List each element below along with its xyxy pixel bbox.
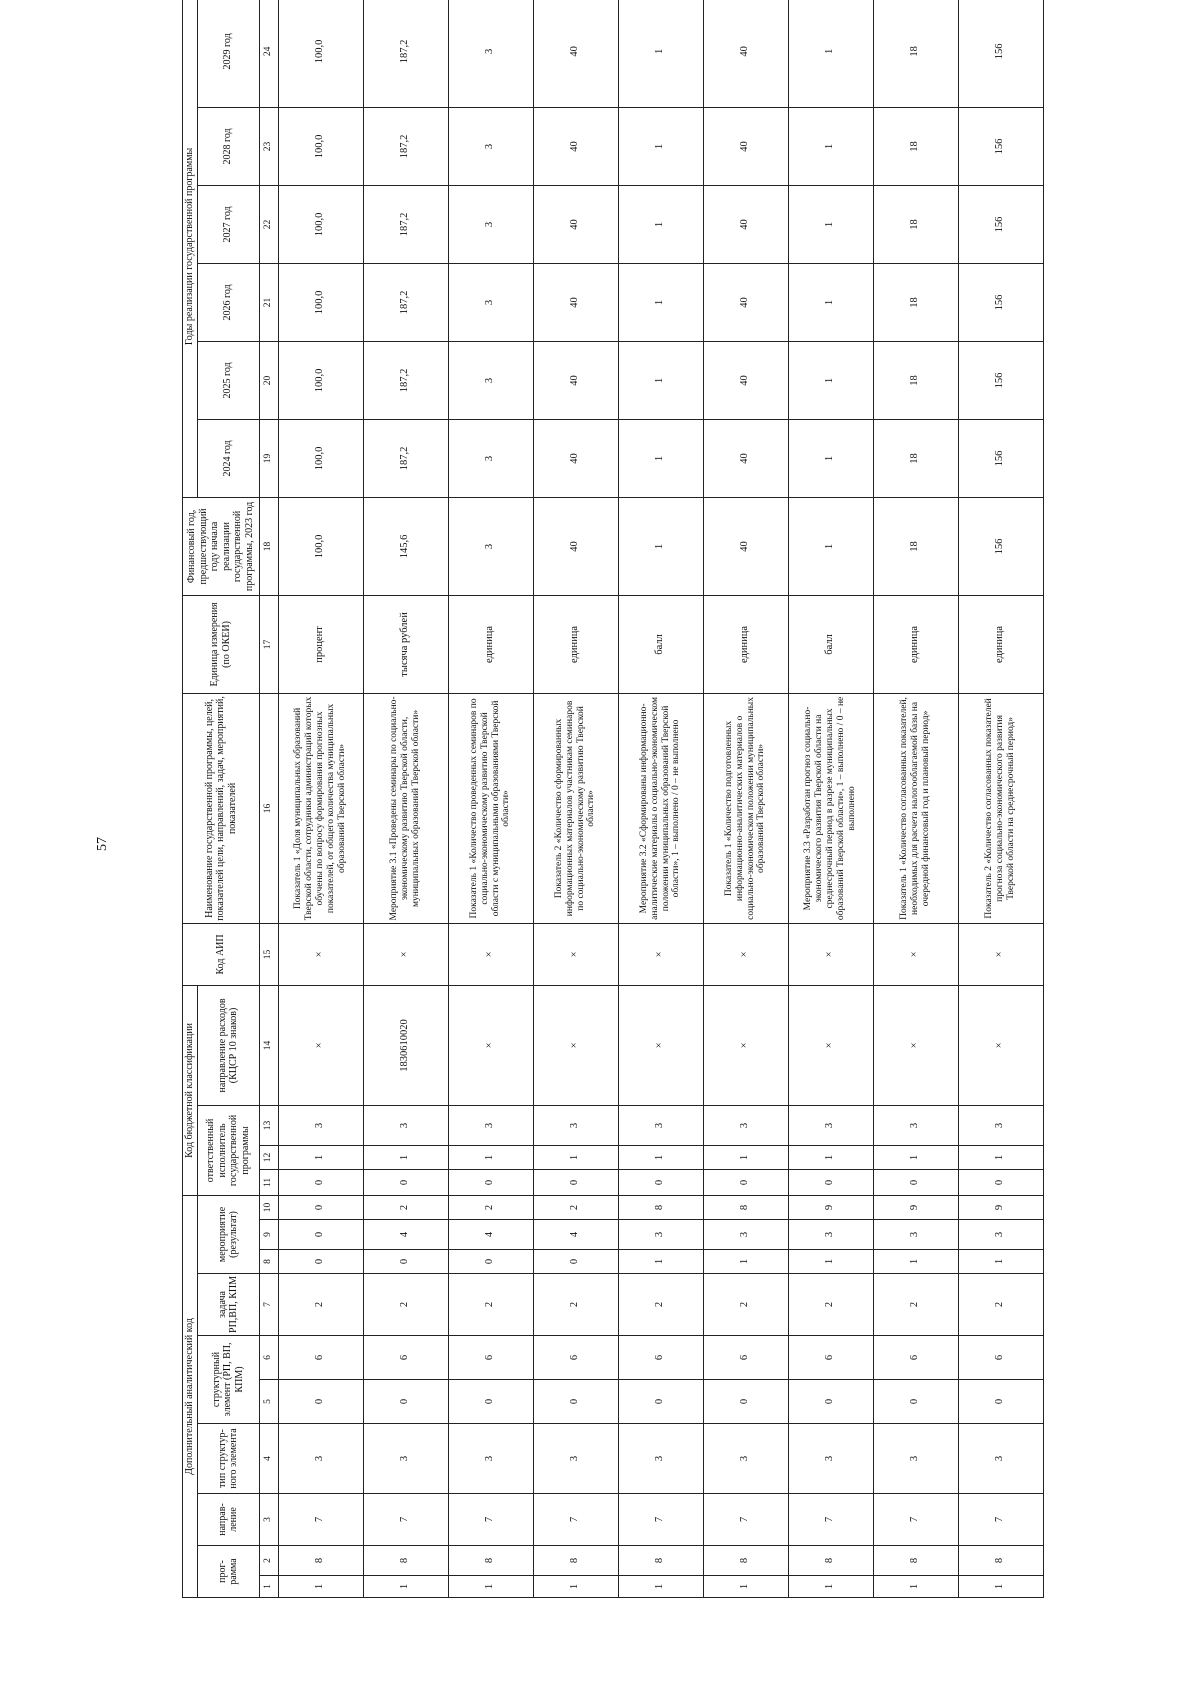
code-cell: 6 (618, 1336, 703, 1380)
code-cell: 3 (703, 1424, 788, 1494)
year-value-cell: 1 (788, 107, 873, 185)
code-cell: 3 (448, 1424, 533, 1494)
column-number: 19 (259, 419, 278, 497)
code-cell: 3 (533, 1424, 618, 1494)
year-value-cell: 187,2 (363, 0, 448, 107)
unit-cell: единица (873, 595, 958, 693)
table-row (873, 0, 958, 1598)
kcsr-cell: × (278, 985, 363, 1105)
kcsr-cell: × (958, 985, 1043, 1105)
code-cell: 3 (958, 1424, 1043, 1494)
kcsr-cell: × (873, 985, 958, 1105)
kcsr-cell: × (533, 985, 618, 1105)
code-cell: 1 (703, 1145, 788, 1169)
column-number: 9 (259, 1220, 278, 1250)
base-year-value-cell: 18 (873, 497, 958, 595)
code-cell: 0 (278, 1220, 363, 1250)
year-value-cell: 3 (448, 0, 533, 107)
year-header: 2024 год (197, 419, 259, 497)
code-cell: 0 (278, 1169, 363, 1195)
base-year-value-cell: 40 (703, 497, 788, 595)
base-year-value-cell: 145,6 (363, 497, 448, 595)
code-cell: 0 (363, 1250, 448, 1274)
aip-cell: × (278, 923, 363, 985)
year-value-cell: 1 (618, 419, 703, 497)
kcsr-cell: × (788, 985, 873, 1105)
indicator-name-cell: Показатель 2 «Количество сформированных информационных материалов участникам семинаров по социально-экономическому развитию Тверской области» (533, 693, 618, 923)
fin-year-header: Финансовый год, предшествующий году начала реализации государственной программы, 2023 год (183, 497, 260, 595)
code-cell: 2 (278, 1274, 363, 1336)
program-header: прог- рамма (197, 1546, 259, 1598)
code-cell: 0 (533, 1169, 618, 1195)
code-cell: 7 (278, 1494, 363, 1546)
struct-type-header: тип структур- ного элемента (197, 1424, 259, 1494)
code-cell: 1 (958, 1145, 1043, 1169)
code-cell: 3 (618, 1424, 703, 1494)
unit-cell: тысяча рублей (363, 595, 448, 693)
year-value-cell: 187,2 (363, 341, 448, 419)
code-cell: 7 (703, 1494, 788, 1546)
code-cell: 1 (448, 1576, 533, 1598)
code-cell: 0 (363, 1380, 448, 1424)
code-cell: 6 (873, 1336, 958, 1380)
year-header: 2029 год (197, 0, 259, 107)
code-cell: 9 (788, 1195, 873, 1219)
code-cell: 0 (278, 1250, 363, 1274)
code-cell: 1 (363, 1576, 448, 1598)
column-number: 7 (259, 1274, 278, 1336)
year-value-cell: 1 (618, 185, 703, 263)
code-cell: 3 (703, 1220, 788, 1250)
code-cell: 8 (788, 1546, 873, 1576)
code-cell: 8 (448, 1546, 533, 1576)
unit-header: Единица измерения (по ОКЕИ) (183, 595, 260, 693)
code-cell: 6 (788, 1336, 873, 1380)
code-cell: 3 (618, 1105, 703, 1145)
column-number: 4 (259, 1424, 278, 1494)
base-year-value-cell: 40 (533, 497, 618, 595)
code-cell: 8 (363, 1546, 448, 1576)
column-number: 1 (259, 1576, 278, 1598)
column-number: 13 (259, 1105, 278, 1145)
aip-cell: × (703, 923, 788, 985)
code-cell: 0 (958, 1380, 1043, 1424)
code-cell: 3 (958, 1105, 1043, 1145)
responsible-header: ответственный исполнитель государственной программы (197, 1105, 259, 1195)
aip-cell: × (873, 923, 958, 985)
year-value-cell: 40 (533, 185, 618, 263)
event-header: мероприятие (результат) (197, 1195, 259, 1273)
year-value-cell: 40 (533, 419, 618, 497)
code-cell: 8 (703, 1546, 788, 1576)
code-cell: 1 (533, 1145, 618, 1169)
year-value-cell: 40 (703, 263, 788, 341)
code-cell: 0 (958, 1169, 1043, 1195)
aip-code-header: Код АИП (183, 923, 260, 985)
year-header: 2025 год (197, 341, 259, 419)
code-cell: 0 (448, 1250, 533, 1274)
code-cell: 2 (448, 1274, 533, 1336)
indicator-name-cell: Показатель 1 «Количество согласованных показателей, необходимых для расчета налогооблагаемой базы на очередной финансовый год и плановый период» (873, 693, 958, 923)
year-value-cell: 40 (703, 185, 788, 263)
exp-direction-header: направление расходов (КЦСР 10 знаков) (197, 985, 259, 1105)
struct-elem-header: структурный элемент (РП, ВП, КПМ) (197, 1336, 259, 1424)
column-number: 24 (259, 0, 278, 107)
code-cell: 0 (278, 1380, 363, 1424)
year-value-cell: 187,2 (363, 419, 448, 497)
code-cell: 1 (618, 1250, 703, 1274)
unit-cell: единица (703, 595, 788, 693)
code-cell: 2 (363, 1274, 448, 1336)
code-cell: 1 (788, 1145, 873, 1169)
program-indicators-table (182, 0, 1044, 1598)
code-cell: 1 (873, 1250, 958, 1274)
kcsr-cell: 1830610020 (363, 985, 448, 1105)
code-cell: 0 (873, 1169, 958, 1195)
code-cell: 7 (448, 1494, 533, 1546)
code-cell: 1 (788, 1250, 873, 1274)
code-cell: 9 (873, 1195, 958, 1219)
code-cell: 3 (788, 1424, 873, 1494)
column-number: 18 (259, 497, 278, 595)
indicator-name-cell: Показатель 2 «Количество согласованных показателей прогноза социально-экономического развития Тверской области на среднесрочный период» (958, 693, 1043, 923)
name-header: Наименование государственной программы, целей, показателей цели, направлений, задач, мероприятий, показателей (183, 693, 260, 923)
year-value-cell: 100,0 (278, 107, 363, 185)
column-number: 21 (259, 263, 278, 341)
base-year-value-cell: 1 (788, 497, 873, 595)
code-cell: 7 (788, 1494, 873, 1546)
aip-cell: × (788, 923, 873, 985)
code-cell: 1 (788, 1576, 873, 1598)
table-row (533, 0, 618, 1598)
code-cell: 1 (958, 1250, 1043, 1274)
kcsr-cell: × (703, 985, 788, 1105)
base-year-value-cell: 1 (618, 497, 703, 595)
year-value-cell: 40 (703, 107, 788, 185)
year-value-cell: 1 (788, 263, 873, 341)
year-value-cell: 18 (873, 185, 958, 263)
code-cell: 3 (363, 1424, 448, 1494)
year-header: 2028 год (197, 107, 259, 185)
code-cell: 1 (278, 1576, 363, 1598)
year-value-cell: 156 (958, 185, 1043, 263)
base-year-value-cell: 100,0 (278, 497, 363, 595)
code-cell: 1 (873, 1145, 958, 1169)
code-cell: 1 (533, 1576, 618, 1598)
code-cell: 0 (788, 1380, 873, 1424)
unit-cell: балл (788, 595, 873, 693)
code-cell: 2 (788, 1274, 873, 1336)
column-number: 14 (259, 985, 278, 1105)
aip-cell: × (363, 923, 448, 985)
year-value-cell: 100,0 (278, 419, 363, 497)
year-value-cell: 40 (533, 341, 618, 419)
code-cell: 1 (618, 1145, 703, 1169)
table-row (618, 0, 703, 1598)
code-cell: 2 (533, 1274, 618, 1336)
code-cell: 3 (958, 1220, 1043, 1250)
addl-code-header: Дополнительный аналитический код (183, 1195, 198, 1597)
year-header: 2027 год (197, 185, 259, 263)
table-row (363, 0, 448, 1598)
column-number: 2 (259, 1546, 278, 1576)
code-cell: 1 (873, 1576, 958, 1598)
year-value-cell: 18 (873, 263, 958, 341)
code-cell: 3 (363, 1105, 448, 1145)
column-number: 3 (259, 1494, 278, 1546)
years-header: Годы реализации государственной программы (183, 0, 198, 497)
year-value-cell: 40 (703, 341, 788, 419)
code-cell: 1 (703, 1250, 788, 1274)
aip-cell: × (618, 923, 703, 985)
code-cell: 7 (958, 1494, 1043, 1546)
year-value-cell: 187,2 (363, 263, 448, 341)
direction-header: направ- ление (197, 1494, 259, 1546)
column-number: 22 (259, 185, 278, 263)
year-value-cell: 3 (448, 341, 533, 419)
year-value-cell: 18 (873, 0, 958, 107)
unit-cell: единица (533, 595, 618, 693)
column-number: 23 (259, 107, 278, 185)
code-cell: 6 (958, 1336, 1043, 1380)
code-cell: 6 (363, 1336, 448, 1380)
unit-cell: балл (618, 595, 703, 693)
column-number: 10 (259, 1195, 278, 1219)
code-cell: 3 (533, 1105, 618, 1145)
column-number: 20 (259, 341, 278, 419)
code-cell: 3 (278, 1424, 363, 1494)
year-value-cell: 156 (958, 419, 1043, 497)
kcsr-cell: × (448, 985, 533, 1105)
aip-cell: × (958, 923, 1043, 985)
code-cell: 1 (958, 1576, 1043, 1598)
base-year-value-cell: 156 (958, 497, 1043, 595)
aip-cell: × (533, 923, 618, 985)
code-cell: 1 (618, 1576, 703, 1598)
code-cell: 3 (873, 1424, 958, 1494)
column-number-row (259, 0, 278, 1598)
indicator-name-cell: Мероприятие 3.2 «Сформированы информационно-аналитические материалы о социально-экономическом положении муниципальных образований Тверской области», 1 – выполнено / 0 – не выполнено (618, 693, 703, 923)
code-cell: 4 (363, 1220, 448, 1250)
table-row (958, 0, 1043, 1598)
year-value-cell: 156 (958, 107, 1043, 185)
code-cell: 8 (703, 1195, 788, 1219)
year-value-cell: 1 (618, 107, 703, 185)
year-value-cell: 18 (873, 107, 958, 185)
year-value-cell: 40 (533, 263, 618, 341)
table-row (448, 0, 533, 1598)
code-cell: 2 (958, 1274, 1043, 1336)
code-cell: 6 (703, 1336, 788, 1380)
year-value-cell: 18 (873, 419, 958, 497)
code-cell: 1 (703, 1576, 788, 1598)
code-cell: 0 (448, 1169, 533, 1195)
year-value-cell: 40 (533, 107, 618, 185)
code-cell: 9 (958, 1195, 1043, 1219)
code-cell: 3 (278, 1105, 363, 1145)
code-cell: 3 (873, 1105, 958, 1145)
code-cell: 8 (873, 1546, 958, 1576)
year-value-cell: 156 (958, 263, 1043, 341)
year-value-cell: 100,0 (278, 185, 363, 263)
year-value-cell: 3 (448, 185, 533, 263)
rotated-table-container (182, 33, 1200, 1598)
aip-cell: × (448, 923, 533, 985)
indicator-name-cell: Показатель 1 «Количество проведенных семинаров по социально-экономическому развитию Тверской области с муниципальными образованиями Тверской области» (448, 693, 533, 923)
column-number: 6 (259, 1336, 278, 1380)
column-number: 5 (259, 1380, 278, 1424)
code-cell: 8 (618, 1546, 703, 1576)
year-value-cell: 1 (618, 341, 703, 419)
year-value-cell: 187,2 (363, 107, 448, 185)
indicator-name-cell: Мероприятие 3.1 «Проведены семинары по социально-экономическому развитию Тверской области, муниципальных образований Тверской области» (363, 693, 448, 923)
code-cell: 1 (448, 1145, 533, 1169)
code-cell: 1 (278, 1145, 363, 1169)
year-value-cell: 1 (618, 0, 703, 107)
indicator-name-cell: Мероприятие 3.3 «Разработан прогноз социально-экономического развития Тверской области на среднесрочный период в разрезе муниципальных образований Тверской области», 1 – выполнено / 0 – не выполнено (788, 693, 873, 923)
unit-cell: единица (958, 595, 1043, 693)
year-value-cell: 40 (533, 0, 618, 107)
code-cell: 8 (278, 1546, 363, 1576)
code-cell: 8 (618, 1195, 703, 1219)
code-cell: 3 (703, 1105, 788, 1145)
year-value-cell: 156 (958, 341, 1043, 419)
code-cell: 7 (533, 1494, 618, 1546)
year-value-cell: 18 (873, 341, 958, 419)
kcsr-cell: × (618, 985, 703, 1105)
code-cell: 3 (788, 1220, 873, 1250)
task-header: задача РП,ВП, КПМ (197, 1274, 259, 1336)
code-cell: 0 (703, 1169, 788, 1195)
year-value-cell: 1 (788, 419, 873, 497)
code-cell: 2 (448, 1195, 533, 1219)
year-header: 2026 год (197, 263, 259, 341)
code-cell: 1 (363, 1145, 448, 1169)
code-cell: 2 (703, 1274, 788, 1336)
column-number: 16 (259, 693, 278, 923)
year-value-cell: 1 (788, 341, 873, 419)
code-cell: 3 (788, 1105, 873, 1145)
code-cell: 0 (533, 1250, 618, 1274)
table-row (788, 0, 873, 1598)
table-row (278, 0, 363, 1598)
code-cell: 2 (618, 1274, 703, 1336)
year-value-cell: 187,2 (363, 185, 448, 263)
code-cell: 7 (618, 1494, 703, 1546)
year-value-cell: 1 (618, 263, 703, 341)
year-value-cell: 1 (788, 0, 873, 107)
code-cell: 0 (788, 1169, 873, 1195)
code-cell: 3 (618, 1220, 703, 1250)
code-cell: 6 (533, 1336, 618, 1380)
code-cell: 4 (448, 1220, 533, 1250)
year-value-cell: 100,0 (278, 263, 363, 341)
indicator-name-cell: Показатель 1 «Доля муниципальных образований Тверской области, сотрудники администраций которых обучены по вопросу формирования прогнозных показателей, от общего количества муниципальных образований Тверской области» (278, 693, 363, 923)
column-number: 17 (259, 595, 278, 693)
code-cell: 0 (703, 1380, 788, 1424)
year-value-cell: 100,0 (278, 341, 363, 419)
year-value-cell: 1 (788, 185, 873, 263)
year-value-cell: 3 (448, 107, 533, 185)
budget-code-header: Код бюджетной классификации (183, 985, 198, 1195)
code-cell: 3 (873, 1220, 958, 1250)
year-value-cell: 100,0 (278, 0, 363, 107)
indicator-name-cell: Показатель 1 «Количество подготовленных информационно-аналитических материалов о социально-экономическом положении муниципальных образований Тверской области» (703, 693, 788, 923)
year-value-cell: 3 (448, 263, 533, 341)
year-value-cell: 156 (958, 0, 1043, 107)
code-cell: 3 (448, 1105, 533, 1145)
code-cell: 8 (958, 1546, 1043, 1576)
base-year-value-cell: 3 (448, 497, 533, 595)
code-cell: 6 (448, 1336, 533, 1380)
code-cell: 0 (618, 1169, 703, 1195)
code-cell: 2 (533, 1195, 618, 1219)
page-number: 57 (95, 837, 110, 851)
column-number: 8 (259, 1250, 278, 1274)
column-number: 15 (259, 923, 278, 985)
code-cell: 0 (448, 1380, 533, 1424)
column-number: 12 (259, 1145, 278, 1169)
code-cell: 0 (533, 1380, 618, 1424)
code-cell: 8 (533, 1546, 618, 1576)
code-cell: 4 (533, 1220, 618, 1250)
year-value-cell: 40 (703, 419, 788, 497)
code-cell: 0 (278, 1195, 363, 1219)
code-cell: 0 (363, 1169, 448, 1195)
code-cell: 2 (873, 1274, 958, 1336)
code-cell: 0 (873, 1380, 958, 1424)
table-row (703, 0, 788, 1598)
table-body (259, 0, 1043, 1598)
unit-cell: процент (278, 595, 363, 693)
code-cell: 7 (363, 1494, 448, 1546)
column-number: 11 (259, 1169, 278, 1195)
code-cell: 0 (618, 1380, 703, 1424)
year-value-cell: 40 (703, 0, 788, 107)
code-cell: 7 (873, 1494, 958, 1546)
code-cell: 6 (278, 1336, 363, 1380)
unit-cell: единица (448, 595, 533, 693)
year-value-cell: 3 (448, 419, 533, 497)
code-cell: 2 (363, 1195, 448, 1219)
